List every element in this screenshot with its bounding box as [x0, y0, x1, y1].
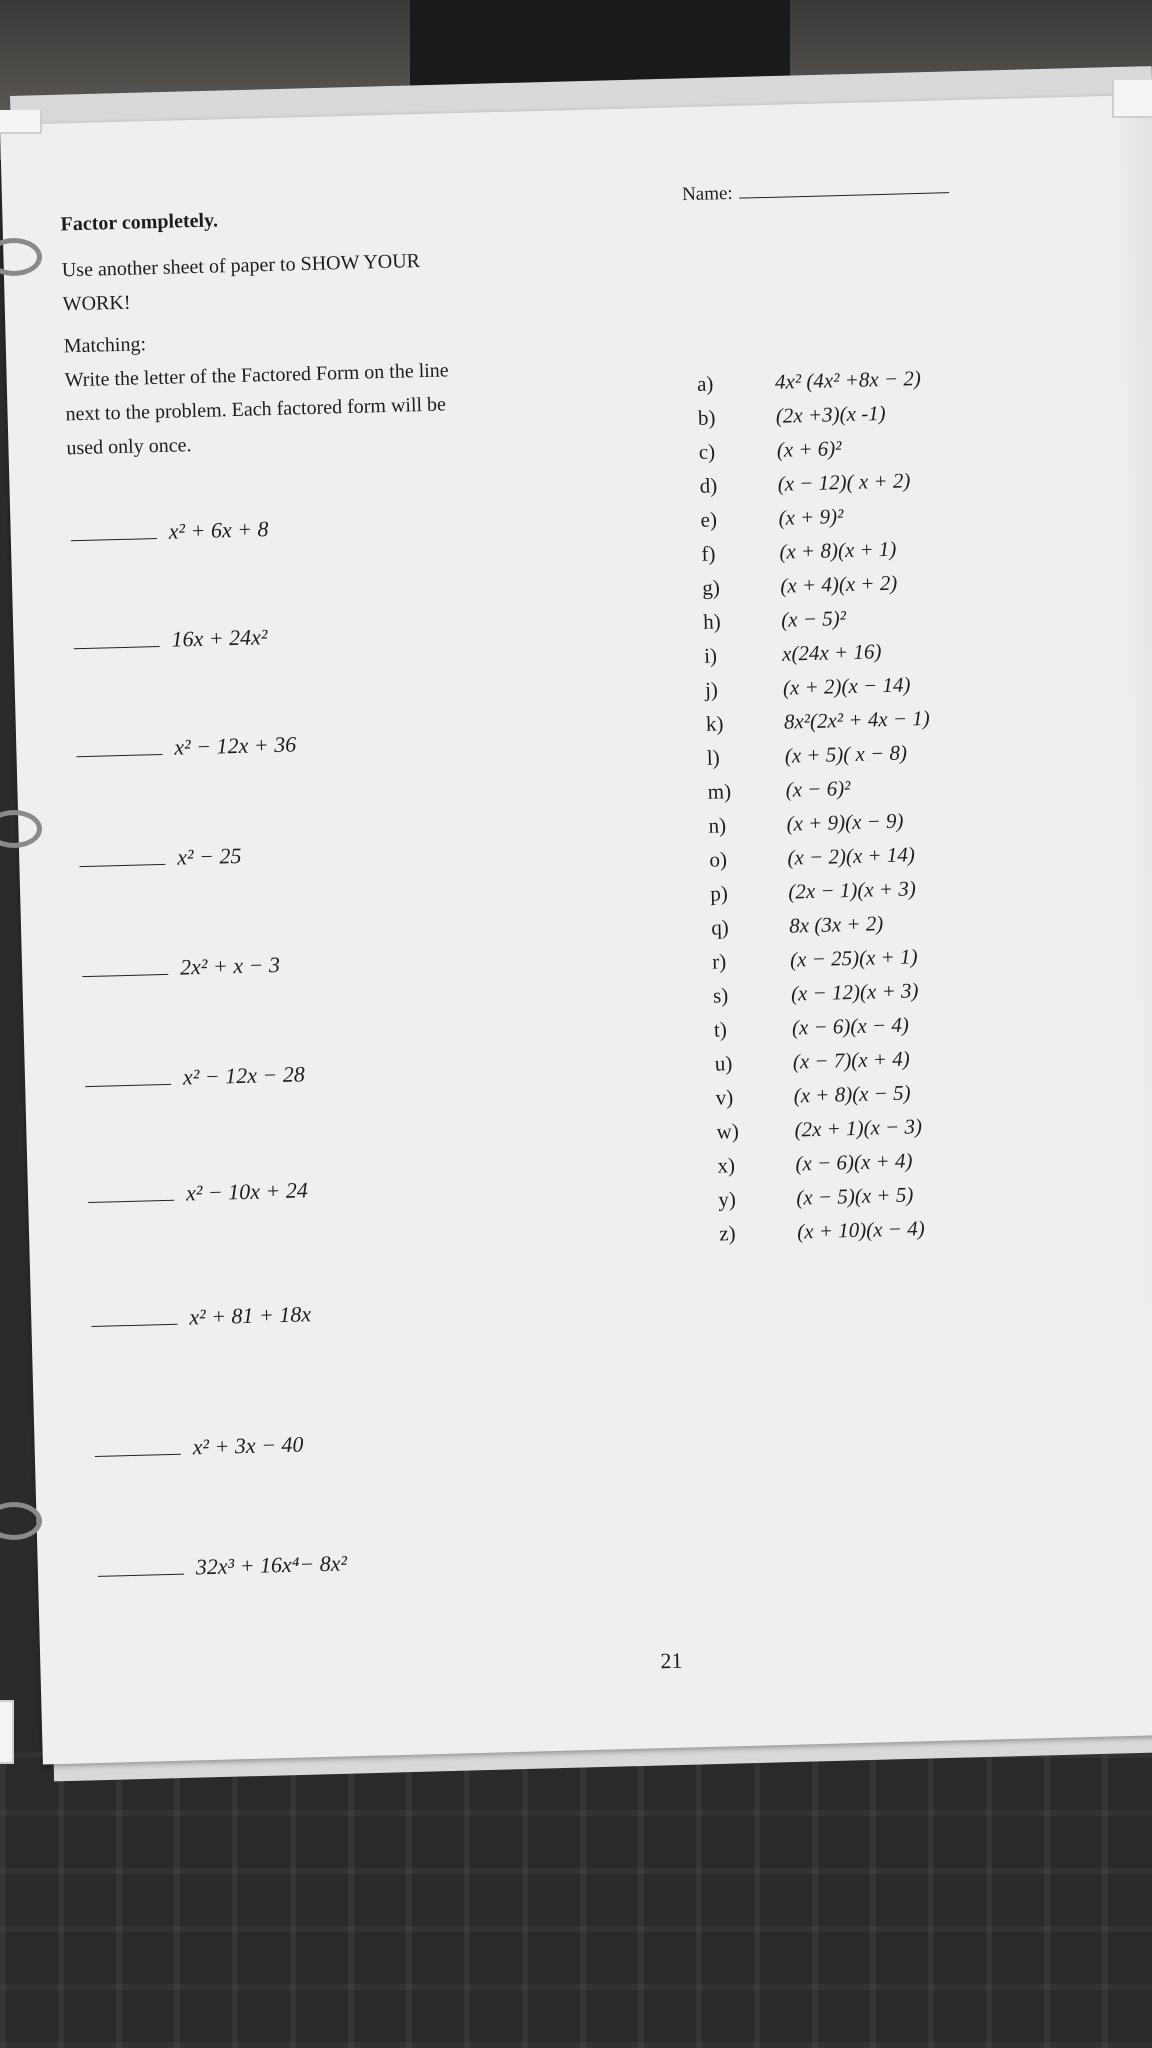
- factored-form-expression: (x − 6)(x + 4): [795, 1148, 913, 1176]
- factored-form-expression: 8x (3x + 2): [788, 911, 884, 938]
- factored-form-expression: (x − 5)(x + 5): [796, 1182, 914, 1210]
- problem-row: [73, 613, 594, 667]
- factored-form-expression: (x + 8)(x + 1): [779, 536, 897, 564]
- factored-form-letter: o): [709, 847, 728, 872]
- problem-expression: 16x + 24x²: [171, 624, 268, 652]
- answer-blank[interactable]: [70, 516, 157, 541]
- answer-blank[interactable]: [88, 1178, 175, 1203]
- page-number: 21: [660, 1647, 683, 1674]
- show-work-instruction: Use another sheet of paper to SHOW YOUR WORK!: [61, 250, 421, 316]
- factored-form-expression: (x + 9)(x − 9): [786, 808, 904, 836]
- factored-form-letter: z): [718, 1221, 736, 1246]
- factored-form-expression: (2x + 1)(x − 3): [794, 1114, 923, 1142]
- problem-row: [97, 1540, 618, 1594]
- factored-form-expression: (2x +3)(x -1): [775, 400, 886, 428]
- factored-form-letter: r): [711, 949, 727, 974]
- problem-expression: x² + 3x − 40: [192, 1431, 304, 1460]
- answer-blank[interactable]: [97, 1552, 184, 1577]
- problem-row: [91, 1290, 612, 1344]
- factored-form-letter: f): [701, 541, 716, 566]
- factored-form-expression: 8x²(2x² + 4x − 1): [783, 705, 931, 734]
- factored-form-letter: v): [715, 1085, 734, 1110]
- problem-row: [94, 1420, 615, 1474]
- section-title: Matching:: [63, 333, 147, 358]
- worksheet-page: [0, 95, 1152, 1765]
- problem-row: [88, 1166, 609, 1220]
- factored-form-expression: (x − 7)(x + 4): [792, 1046, 911, 1074]
- answer-blank[interactable]: [73, 624, 160, 649]
- name-field[interactable]: [682, 174, 949, 206]
- factored-form-expression: (x − 6)(x − 4): [791, 1012, 910, 1040]
- factored-form-letter: y): [718, 1187, 737, 1212]
- factored-form-letter: e): [700, 507, 718, 532]
- page-corner-mark: [1112, 80, 1152, 118]
- problem-row: [79, 831, 600, 885]
- factored-form-letter: c): [698, 439, 716, 464]
- factored-form-letter: s): [712, 983, 729, 1008]
- problem-expression: 32x³ + 16x⁴− 8x²: [195, 1550, 348, 1580]
- factored-form-expression: (x − 6)²: [785, 775, 851, 802]
- problem-expression: x² − 12x + 36: [174, 731, 297, 760]
- answer-blank[interactable]: [82, 952, 169, 977]
- factored-form-expression: (x + 2)(x − 14): [782, 672, 911, 700]
- factored-form-letter: h): [702, 609, 722, 634]
- problem-expression: x² − 25: [176, 842, 242, 870]
- problem-row: [85, 1050, 606, 1104]
- factored-form-expression: (x + 6)²: [776, 436, 842, 462]
- answer-blank[interactable]: [94, 1432, 181, 1457]
- factored-form-letter: j): [704, 677, 719, 702]
- factored-form-letter: k): [705, 711, 724, 736]
- factored-form-expression: x(24x + 16): [781, 639, 882, 666]
- name-label: Name:: [681, 182, 733, 206]
- factored-form-letter: l): [706, 745, 720, 770]
- problem-row: [82, 941, 603, 995]
- factored-form-letter: q): [710, 915, 730, 940]
- factored-form-expression: (x − 2)(x + 14): [787, 842, 916, 870]
- problem-expression: x² + 81 + 18x: [188, 1301, 312, 1330]
- problem-row: [70, 505, 591, 559]
- factored-form-letter: w): [716, 1119, 740, 1144]
- factored-form-expression: (x + 10)(x − 4): [796, 1216, 925, 1244]
- factored-form-expression: (x − 25)(x + 1): [789, 944, 918, 972]
- factored-form-letter: u): [714, 1051, 733, 1076]
- name-line[interactable]: [738, 174, 948, 198]
- factored-form-letter: a): [696, 371, 714, 396]
- factored-form-letter: t): [713, 1017, 728, 1042]
- factored-form-expression: (x − 12)( x + 2): [777, 468, 911, 496]
- factored-form-expression: (x + 5)( x − 8): [784, 740, 908, 768]
- problem-expression: x² + 6x + 8: [168, 516, 269, 544]
- problem-expression: x² − 12x − 28: [182, 1061, 306, 1090]
- factored-form-letter: x): [717, 1153, 736, 1178]
- answer-blank[interactable]: [85, 1062, 172, 1087]
- factored-form-letter: m): [707, 779, 732, 804]
- factored-form-expression: 4x² (4x² +8x − 2): [774, 365, 922, 394]
- factored-form-expression: (x − 12)(x + 3): [790, 978, 919, 1006]
- factored-form-letter: p): [710, 881, 729, 906]
- problem-row: [76, 721, 597, 775]
- factored-form-expression: (x + 4)(x + 2): [780, 570, 898, 598]
- factored-form-letter: d): [699, 473, 718, 498]
- page-corner-mark: [0, 1700, 14, 1764]
- factored-form-letter: n): [708, 813, 727, 838]
- page-corner-mark: [0, 110, 42, 134]
- factored-form-expression: (2x − 1)(x + 3): [788, 876, 917, 904]
- factored-form-expression: (x + 8)(x − 5): [793, 1080, 911, 1108]
- matching-instructions: Matching: Write the letter of the Factored Form on the line next to the problem. Each factored form will be used only once.: [63, 316, 566, 465]
- factored-form-expression: (x + 9)²: [778, 504, 844, 530]
- problem-expression: 2x² + x − 3: [179, 951, 281, 980]
- factored-form-letter: b): [697, 405, 716, 430]
- factored-form-expression: (x − 5)²: [780, 606, 847, 632]
- worksheet-title: Factor completely.: [60, 209, 219, 236]
- answer-blank[interactable]: [79, 842, 166, 867]
- answer-blank[interactable]: [91, 1302, 178, 1327]
- problem-expression: x² − 10x + 24: [185, 1177, 309, 1206]
- factored-form-letter: i): [703, 643, 718, 668]
- answer-blank[interactable]: [76, 732, 163, 757]
- factored-form-letter: g): [702, 575, 721, 600]
